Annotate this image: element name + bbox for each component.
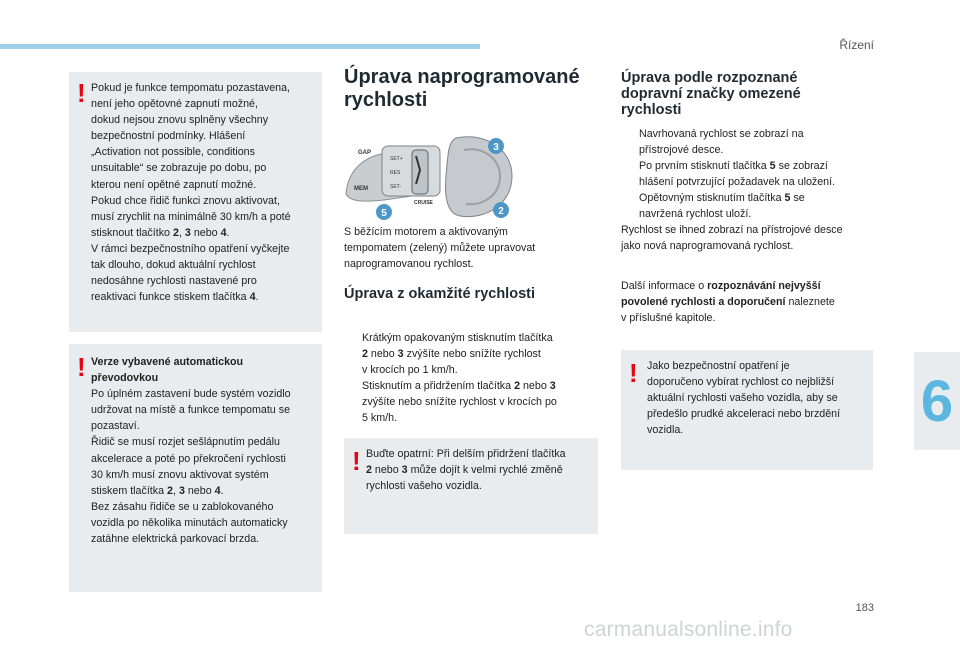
warning-exclamation-icon: ! <box>77 78 86 108</box>
text-line: stiskem tlačítka 2, 3 nebo 4. <box>91 484 224 497</box>
text-line: naprogramovanou rychlost. <box>344 258 474 270</box>
text-line: pozastaví. <box>91 420 140 433</box>
text-line: „Activation not possible, conditions <box>91 146 255 159</box>
text-line: Pokud chce řidič funkci znovu aktivovat, <box>91 194 280 207</box>
text-line: kterou není opětné zapnutí možné. <box>91 178 257 191</box>
list-item: Po prvním stisknutí tlačítka 5 se zobrazí hlášení potvrzující požadavek na uložení. <box>639 160 836 188</box>
text-line: udržovat na místě a funkce tempomatu se <box>91 404 291 417</box>
res-label: RES <box>390 170 401 176</box>
text-line: jako nová naprogramovaná rychlost. <box>621 240 794 252</box>
gap-label: GAP <box>358 150 372 156</box>
warning-exclamation-icon: ! <box>629 358 638 388</box>
section3-more-info: Další informace o rozpoznávání nejvyšší povolené rychlosti a doporučení naleznete v příslušné kapitole. <box>621 280 835 324</box>
warning-box-reactivation <box>69 72 322 332</box>
watermark: carmanualsonline.info <box>584 618 793 641</box>
text-line: Po úplném zastavení bude systém vozidlo <box>91 388 291 401</box>
callout-5: 5 <box>381 208 387 219</box>
text-line: Pokud je funkce tempomatu pozastavena, <box>91 82 291 94</box>
set-minus-label: SET- <box>390 184 402 190</box>
warning-text <box>91 80 314 305</box>
text-line: bezpečnostní podmínky. Hlášení <box>91 130 246 143</box>
list-item: Krátkým opakovaným stisknutím tlačítka 2 nebo 3 zvýšíte nebo snížíte rychlost v krocích po 1 km/h. <box>362 332 553 376</box>
text-line: není jeho opětovné zapnutí možné, <box>91 98 258 111</box>
section2-body <box>344 330 596 426</box>
cruise-control-stalk-illustration <box>344 130 518 222</box>
text-line: zatáhne elektrická parkovací brzda. <box>91 533 260 546</box>
text-line: dokud nejsou znovu splněny všechny <box>91 114 269 127</box>
warning-box-fast-change <box>344 438 598 534</box>
section-title-speed-sign: Úprava podle rozpoznané dopravní značky omezené rychlosti <box>621 70 801 118</box>
text-line: stisknout tlačítko 2, 3 nebo 4. <box>91 226 230 239</box>
text-line: Bez zásahu řidiče se u zablokovaného <box>91 500 274 513</box>
page-number: 183 <box>855 602 874 614</box>
text-line: musí zrychlit na minimálně 30 km/h a poté <box>91 210 291 223</box>
warning-text: Buďte opatrní: Při delším přidržení tlačítka 2 nebo 3 může dojít k velmi rychlé změně rychlosti vašeho vozidla. <box>366 448 566 493</box>
callout-2: 2 <box>498 206 504 217</box>
warning-text: Jako bezpečnostní opatření je doporučeno vybírat rychlost co nejbližší aktuální rychlosti vašeho vozidla, aby se předešlo prudké akceleraci nebo brzdění vozidla. <box>647 360 841 437</box>
section3-body <box>621 126 861 254</box>
text-line: tempomatem (zelený) můžete upravovat <box>344 242 536 254</box>
warning-text <box>91 354 314 547</box>
warning-box-speed-choice <box>621 350 873 470</box>
warning-exclamation-icon: ! <box>77 352 86 382</box>
text-line: V rámci bezpečnostního opatření vyčkejte <box>91 242 290 255</box>
callout-3: 3 <box>493 142 499 153</box>
text-line: vozidla po několika minutách automaticky <box>91 516 288 529</box>
chapter-number-tab: 6 <box>914 352 960 450</box>
warning-exclamation-icon: ! <box>352 446 361 476</box>
text-line: unsuitable“ se zobrazuje po dobu, po <box>91 162 267 175</box>
text-line: Řidič se musí rozjet sešlápnutím pedálu <box>91 436 280 449</box>
text-line: S běžícím motorem a aktivovaným <box>344 226 508 238</box>
warning-box-automatic-gearbox <box>69 344 322 592</box>
section-title-instant-speed: Úprava z okamžité rychlosti <box>344 286 535 302</box>
text-line: Rychlost se ihned zobrazí na přístrojové desce <box>621 224 843 236</box>
text-line: nedosáhne rychlosti nastavené pro <box>91 275 257 288</box>
section-title-programmed-speed: Úprava naprogramované rychlosti <box>344 66 580 111</box>
text-line: akcelerace a poté po překročení rychlosti <box>91 452 286 465</box>
list-item: Stisknutím a přidržením tlačítka 2 nebo 3 zvýšíte nebo snížíte rychlost v krocích po 5 km/h. <box>362 380 557 424</box>
header-accent-bar <box>0 44 480 49</box>
set-plus-label: SET+ <box>390 156 403 162</box>
warning-title: Verze vybavené automatickou <box>91 356 244 368</box>
list-item: Navrhovaná rychlost se zobrazí na přístrojové desce. <box>639 128 804 156</box>
chapter-title: Řízení <box>839 38 874 52</box>
warning-title: převodovkou <box>91 372 159 385</box>
text-line: tak dlouho, dokud aktuální rychlost <box>91 259 256 272</box>
text-line: 30 km/h musí znovu aktivovat systém <box>91 468 269 481</box>
section1-intro <box>344 224 594 272</box>
mem-label: MEM <box>354 186 368 192</box>
text-line: reaktivaci funkce stiskem tlačítka 4. <box>91 291 259 304</box>
list-item: Opětovným stisknutím tlačítka 5 se navržená rychlost uloží. <box>639 192 805 220</box>
cruise-label: CRUISE <box>414 200 433 206</box>
